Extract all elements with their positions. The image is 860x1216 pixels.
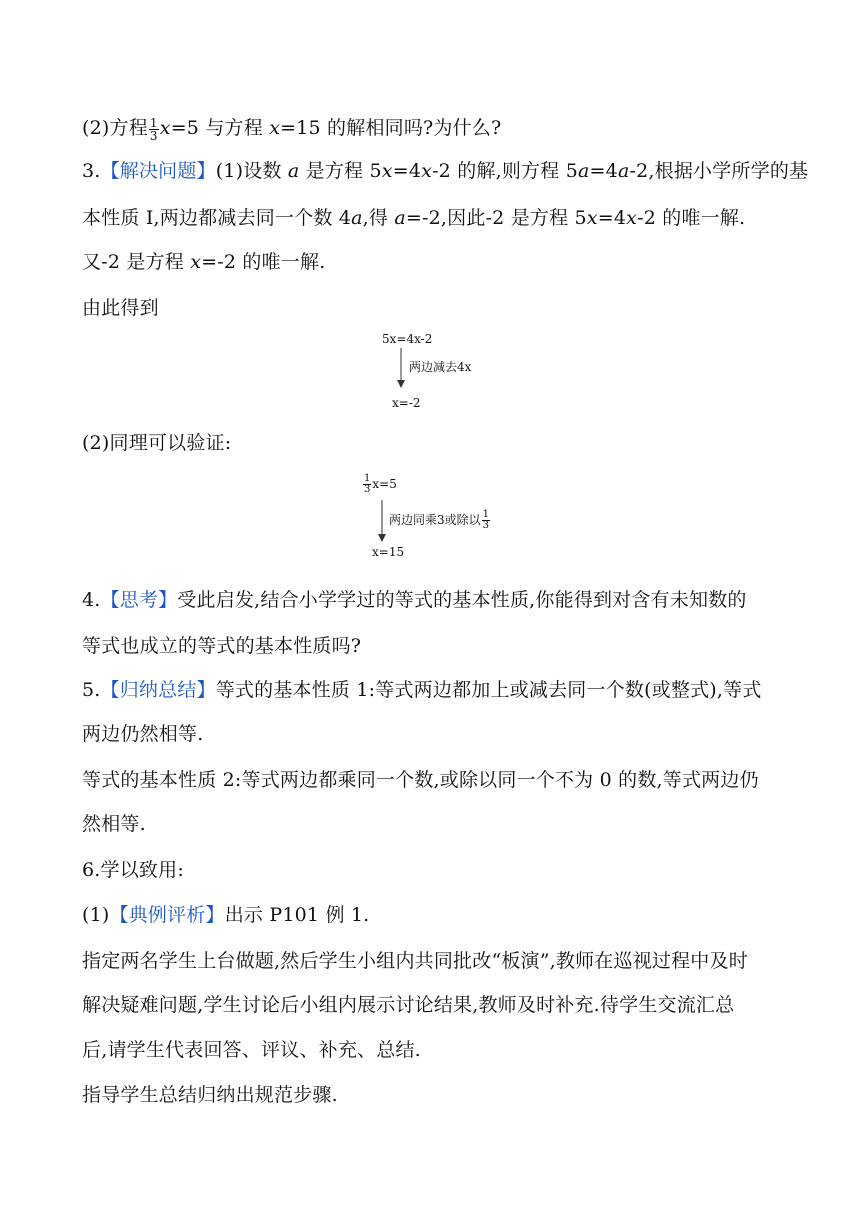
section-tag-think: 【思考】 xyxy=(100,589,178,611)
section-4-line-1: 4.【思考】受此启发,结合小学学过的等式的基本性质,你能得到对含有未知数的 xyxy=(82,589,747,611)
down-arrow-icon xyxy=(396,348,406,388)
diagram-multiply-3 xyxy=(362,474,512,562)
diagram2-top-equation: $\frac{1}{3}$ x=5 xyxy=(364,473,397,495)
section-4-line-2: 等式也成立的等式的基本性质吗? xyxy=(82,635,362,657)
section-tag-solve-problem: 【解决问题】 xyxy=(100,160,216,182)
q2-prefix: (2)方程 xyxy=(82,117,148,139)
section-6-line-1: (1)【典例评析】出示 P101 例 1. xyxy=(82,904,370,926)
diagram2-operation-label: 两边同乘3或除以 $\frac{1}{3}$ xyxy=(389,509,490,531)
section-5-line-4: 然相等. xyxy=(82,813,146,835)
question-2-line: (2)方程 $\frac{1}{3}$ x=5 与方程 x=15 的解相同吗?为什么? xyxy=(82,115,502,143)
section-6-title: 6.学以致用: xyxy=(82,859,184,881)
down-arrow-icon xyxy=(377,500,387,542)
section-5-line-3: 等式的基本性质 2:等式两边都乘同一个数,或除以同一个不为 0 的数,等式两边仍 xyxy=(82,769,759,791)
section-3-line-1: 3.【解决问题】(1)设数 a 是方程 5x=4x-2 的解,则方程 5a=4a-2,根据小学所学的基 xyxy=(82,160,809,182)
diagram2-bottom-equation: x=15 xyxy=(372,545,405,559)
diagram1-operation-label: 两边减去4x xyxy=(409,360,472,374)
section-5-line-2: 两边仍然相等. xyxy=(82,723,204,745)
section-tag-example: 【典例评析】 xyxy=(109,904,225,926)
diagram1-bottom-equation: x=-2 xyxy=(392,396,421,410)
fraction-one-third: $\frac{1}{3}$ xyxy=(149,115,158,143)
section-5-line-1: 5.【归纳总结】等式的基本性质 1:等式两边都加上或减去同一个数(或整式),等式 xyxy=(82,679,762,701)
section-3-part-2: (2)同理可以验证: xyxy=(82,432,232,454)
diagram1-top-equation: 5x=4x-2 xyxy=(382,332,433,346)
section-3-line-4: 由此得到 xyxy=(82,297,159,319)
section-6-line-3: 解决疑难问题,学生讨论后小组内展示讨论结果,教师及时补充.待学生交流汇总 xyxy=(82,994,735,1016)
section-6-line-2: 指定两名学生上台做题,然后学生小组内共同批改“板演”,教师在巡视过程中及时 xyxy=(82,950,748,972)
section-6-line-4: 后,请学生代表回答、评议、补充、总结. xyxy=(82,1039,421,1061)
section-6-line-5: 指导学生总结归纳出规范步骤. xyxy=(82,1084,338,1106)
diagram-subtract-4x xyxy=(382,332,522,414)
section-3-line-3: 又-2 是方程 x=-2 的唯一解. xyxy=(82,251,326,273)
section-tag-summary: 【归纳总结】 xyxy=(100,679,216,701)
section-3-line-2: 本性质 I,两边都减去同一个数 4a,得 a=-2,因此-2 是方程 5x=4x-2 的唯一解. xyxy=(82,207,746,229)
